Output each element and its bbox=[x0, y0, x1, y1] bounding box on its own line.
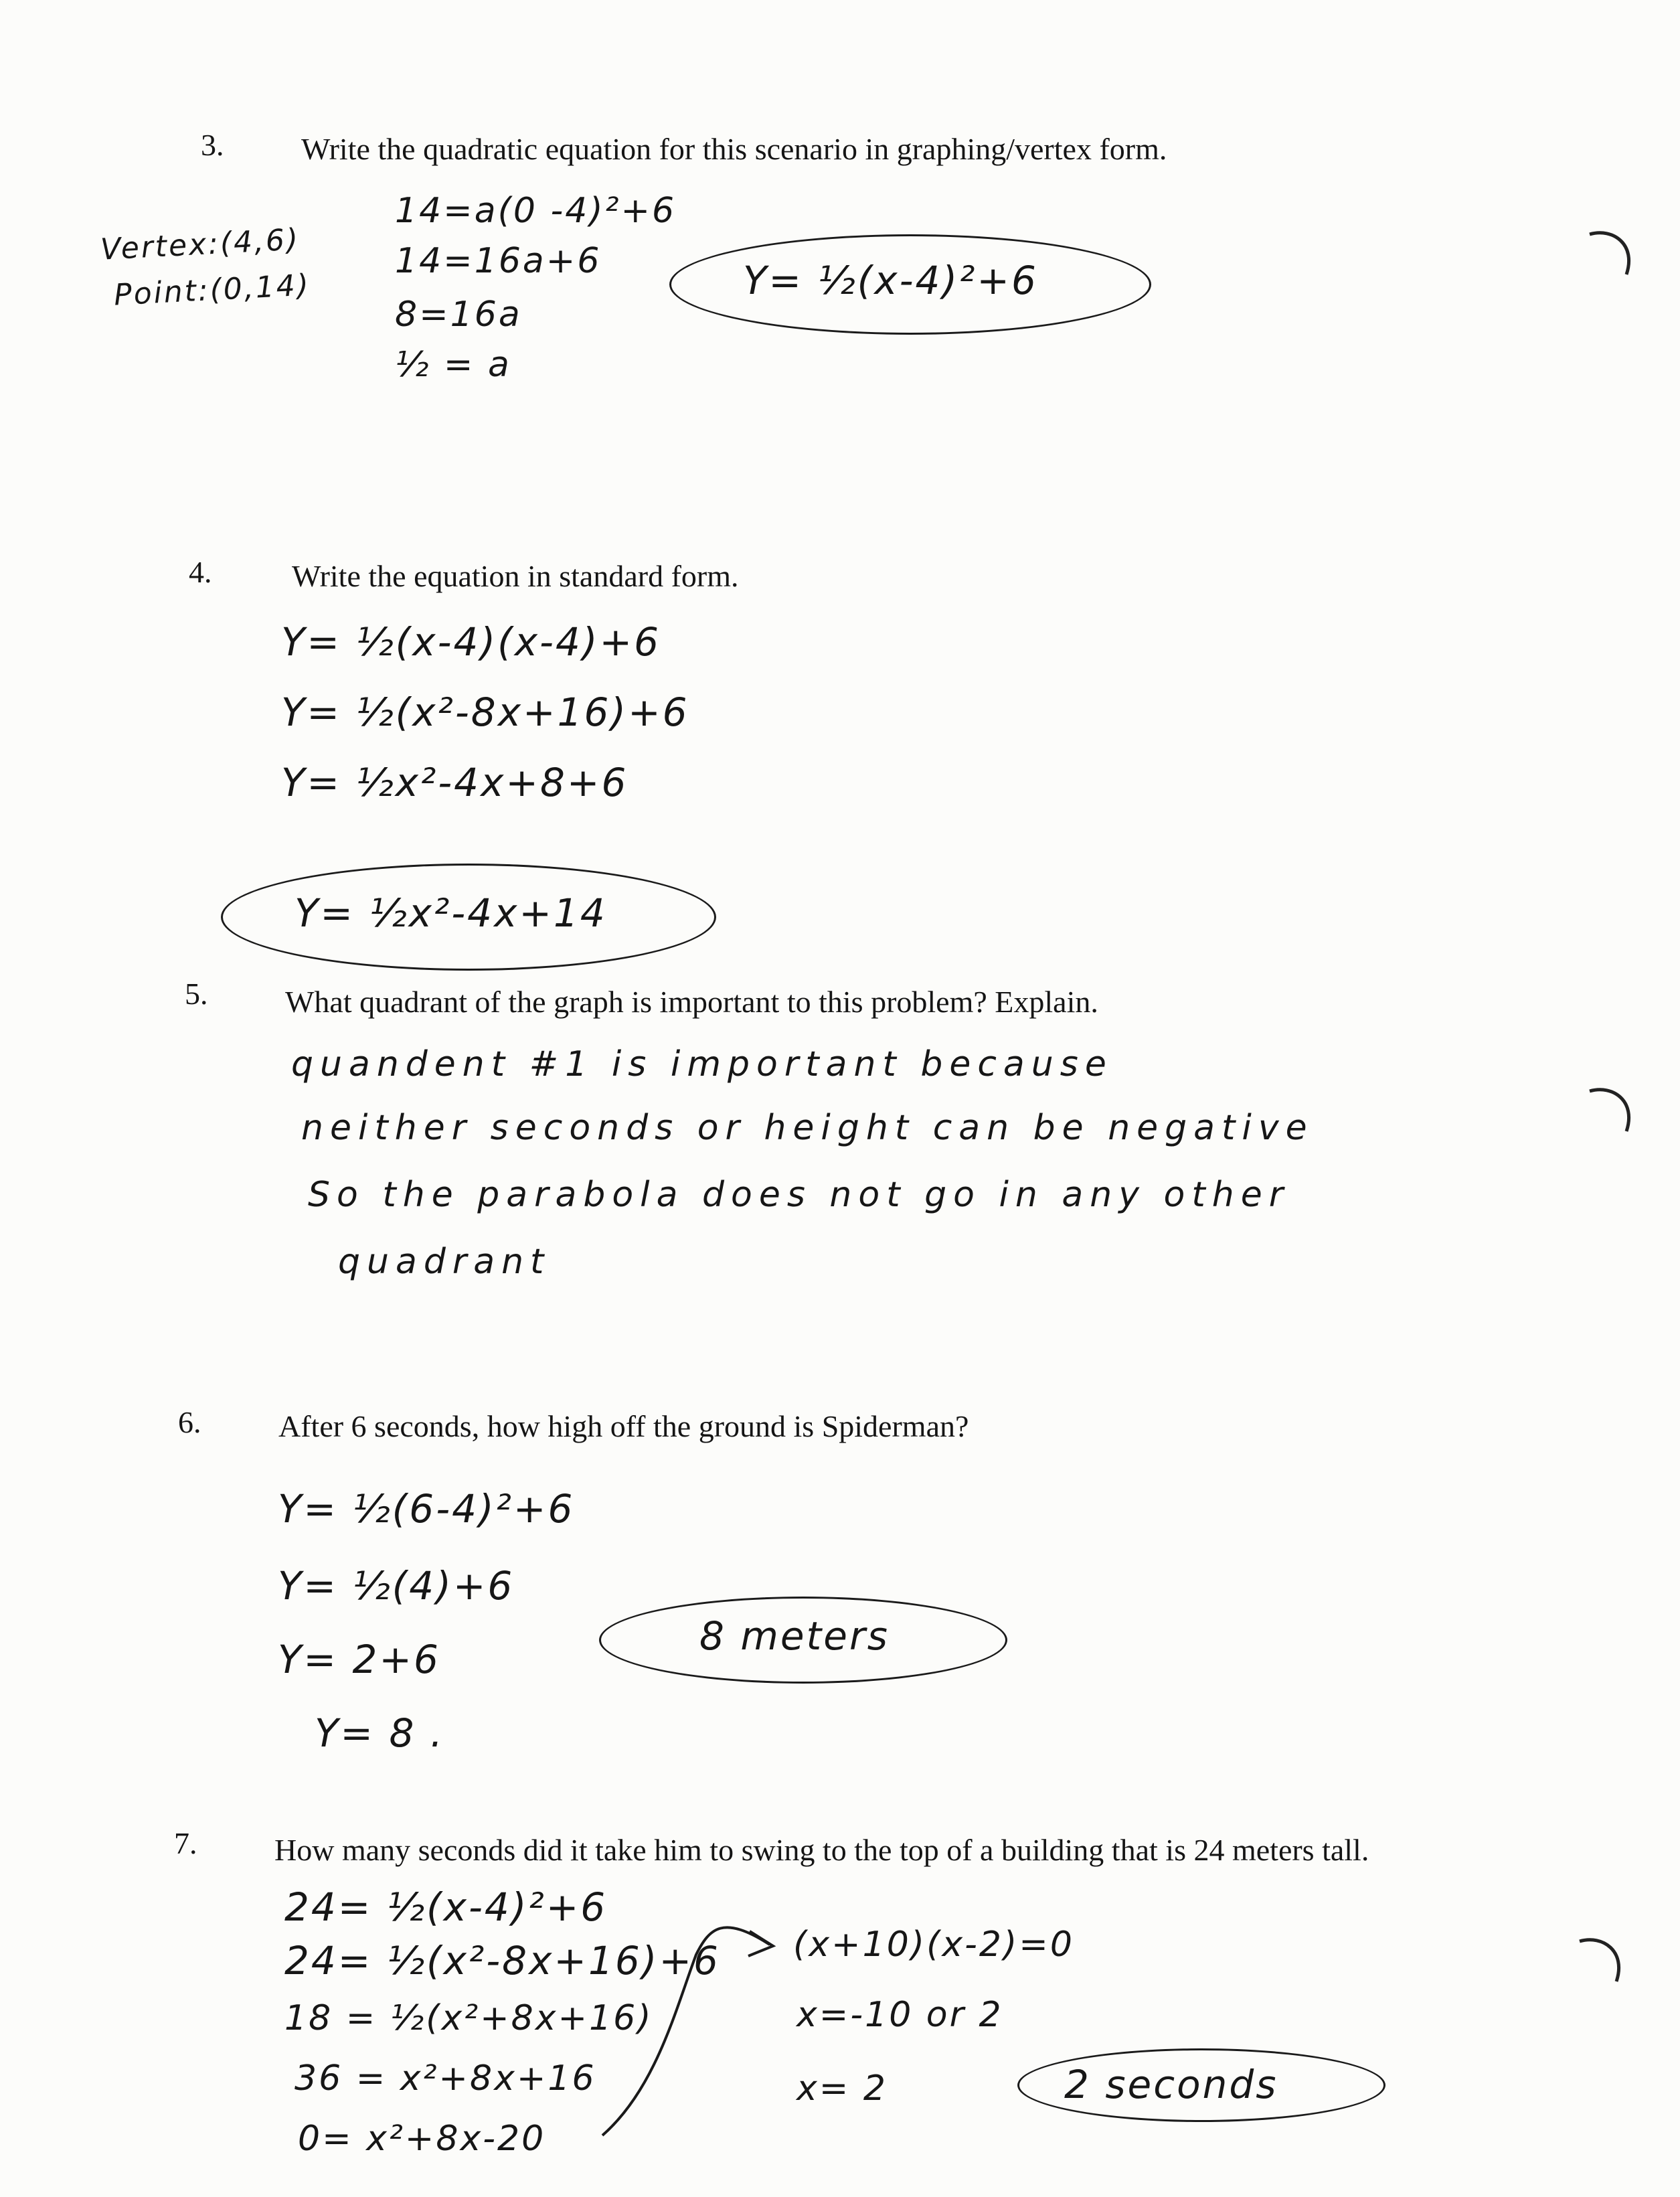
q3-work-line: ½ = a bbox=[395, 345, 511, 385]
q3-work-line: 14=a(0 -4)²+6 bbox=[395, 191, 677, 231]
question-6-prompt: After 6 seconds, how high off the ground is Spiderman? bbox=[278, 1409, 969, 1443]
q3-vertex-note: Vertex:(4,6) bbox=[99, 222, 301, 267]
question-3-prompt: Write the quadratic equation for this scenario in graphing/vertex form. bbox=[301, 132, 1167, 166]
question-4-prompt: Write the equation in standard form. bbox=[292, 559, 739, 593]
q5-answer-line: quadrant bbox=[338, 1242, 551, 1282]
question-7-number: 7. bbox=[174, 1826, 197, 1860]
q7-work-line: 24= ½(x-4)²+6 bbox=[284, 1884, 608, 1930]
q7-work-line: 24= ½(x²-8x+16)+6 bbox=[284, 1938, 720, 1983]
q3-work-line: 14=16a+6 bbox=[395, 241, 602, 281]
q7-factor-line: x=-10 or 2 bbox=[796, 1995, 1003, 2035]
hole-punch-mark bbox=[1576, 1935, 1630, 1988]
q3-answer: Y= ½(x-4)²+6 bbox=[743, 258, 1038, 303]
hole-punch-mark bbox=[1586, 1084, 1640, 1138]
q6-work-line: Y= ½(6-4)²+6 bbox=[278, 1486, 575, 1532]
question-3-number: 3. bbox=[201, 128, 224, 162]
q4-work-line: Y= ½x²-4x+8+6 bbox=[281, 760, 628, 805]
q3-work-line: 8=16a bbox=[395, 295, 522, 335]
q4-work-line: Y= ½(x²-8x+16)+6 bbox=[281, 689, 689, 735]
q5-answer-line: So the parabola does not go in any other bbox=[308, 1175, 1290, 1215]
q7-work-line: 18 = ½(x²+8x+16) bbox=[284, 1998, 653, 2038]
question-5-prompt: What quadrant of the graph is important to this problem? Explain. bbox=[285, 985, 1098, 1019]
question-5-number: 5. bbox=[185, 977, 208, 1011]
question-4-number: 4. bbox=[189, 555, 212, 589]
q4-answer: Y= ½x²-4x+14 bbox=[295, 890, 607, 936]
q7-answer: 2 seconds bbox=[1064, 2062, 1278, 2107]
q6-answer: 8 meters bbox=[699, 1613, 890, 1659]
q7-factor-line: (x+10)(x-2)=0 bbox=[793, 1925, 1074, 1965]
q3-point-note: Point:(0,14) bbox=[112, 268, 312, 313]
q7-factor-line: x= 2 bbox=[796, 2068, 888, 2109]
question-7-prompt: How many seconds did it take him to swing to the top of a building that is 24 meters tall. bbox=[274, 1833, 1369, 1867]
q7-work-line: 36 = x²+8x+16 bbox=[295, 2058, 596, 2099]
q5-answer-line: neither seconds or height can be negative bbox=[301, 1108, 1314, 1148]
hole-punch-mark bbox=[1586, 228, 1640, 281]
q6-work-line: Y= ½(4)+6 bbox=[278, 1563, 515, 1609]
q6-work-line: Y= 2+6 bbox=[278, 1637, 440, 1682]
q6-work-line: Y= 8 . bbox=[315, 1710, 445, 1756]
q7-work-line: 0= x²+8x-20 bbox=[298, 2119, 546, 2159]
q4-work-line: Y= ½(x-4)(x-4)+6 bbox=[281, 619, 661, 665]
question-6-number: 6. bbox=[178, 1405, 201, 1439]
q5-answer-line: quandent #1 is important because bbox=[291, 1044, 1113, 1084]
